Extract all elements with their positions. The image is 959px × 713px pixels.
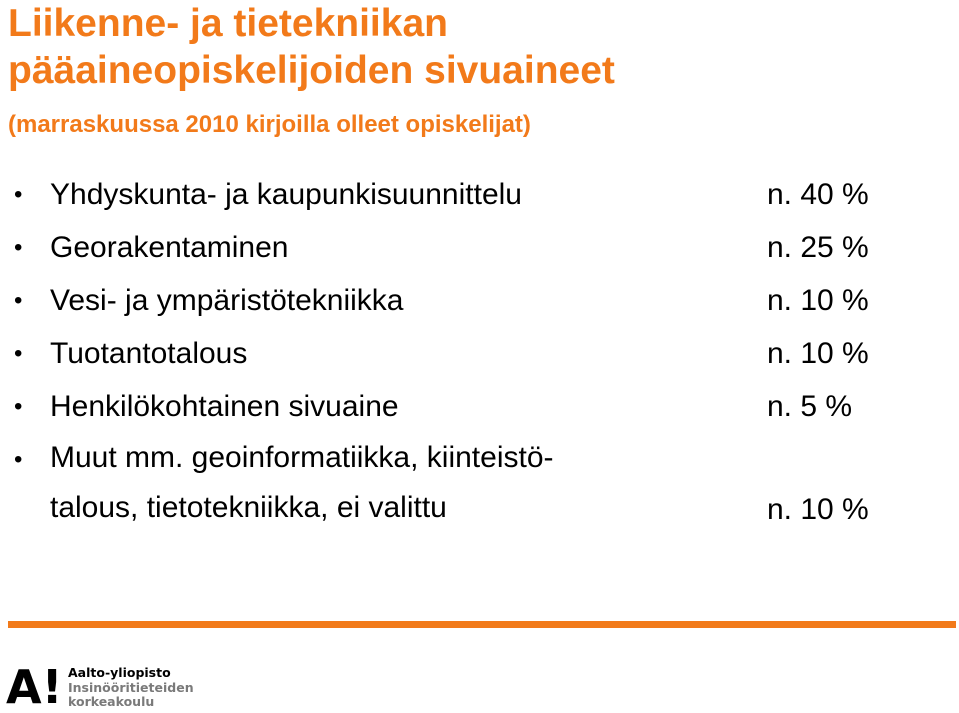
item-label-line-1: Muut mm. geoinformatiikka, kiinteistö- <box>50 441 554 474</box>
bullet-icon: • <box>14 340 23 367</box>
list-item <box>0 380 959 433</box>
list-item <box>0 327 959 380</box>
bullet-icon: • <box>14 446 23 473</box>
slide-title-line-1: Liikenne- ja tietekniikan <box>8 2 448 45</box>
institution-name <box>68 666 194 710</box>
item-percentage: n. 25 % <box>767 231 869 264</box>
item-percentage: n. 10 % <box>767 337 869 370</box>
bullet-icon: • <box>14 287 23 314</box>
item-percentage: n. 10 % <box>767 284 869 317</box>
item-label <box>50 433 554 533</box>
footer-divider <box>8 621 956 628</box>
bullet-list <box>0 168 959 539</box>
aalto-logo-mark: A! <box>6 663 63 707</box>
bullet-icon: • <box>14 234 23 261</box>
item-label: Yhdyskunta- ja kaupunkisuunnittelu <box>50 178 522 211</box>
item-percentage: n. 10 % <box>767 493 869 526</box>
institution-line-3: korkeakoulu <box>68 694 155 709</box>
item-percentage: n. 40 % <box>767 178 869 211</box>
item-label: Tuotantotalous <box>50 337 248 370</box>
item-percentage: n. 5 % <box>767 390 853 423</box>
slide-title <box>8 0 615 94</box>
item-label: Georakentaminen <box>50 231 289 264</box>
item-label-line-2: talous, tietotekniikka, ei valittu <box>50 491 447 524</box>
list-item <box>0 433 959 539</box>
list-item <box>0 274 959 327</box>
list-item <box>0 168 959 221</box>
slide-subtitle: (marraskuussa 2010 kirjoilla olleet opiskelijat) <box>8 111 531 138</box>
aalto-logo-icon <box>6 663 66 707</box>
list-item <box>0 221 959 274</box>
institution-line-1: Aalto-yliopisto <box>68 665 171 680</box>
item-label: Henkilökohtainen sivuaine <box>50 390 399 423</box>
bullet-icon: • <box>14 181 23 208</box>
bullet-icon: • <box>14 393 23 420</box>
institution-line-2: Insinööritieteiden <box>68 679 194 695</box>
item-label: Vesi- ja ympäristötekniikka <box>50 284 404 317</box>
slide-title-line-2: pääaineopiskelijoiden sivuaineet <box>8 49 615 92</box>
